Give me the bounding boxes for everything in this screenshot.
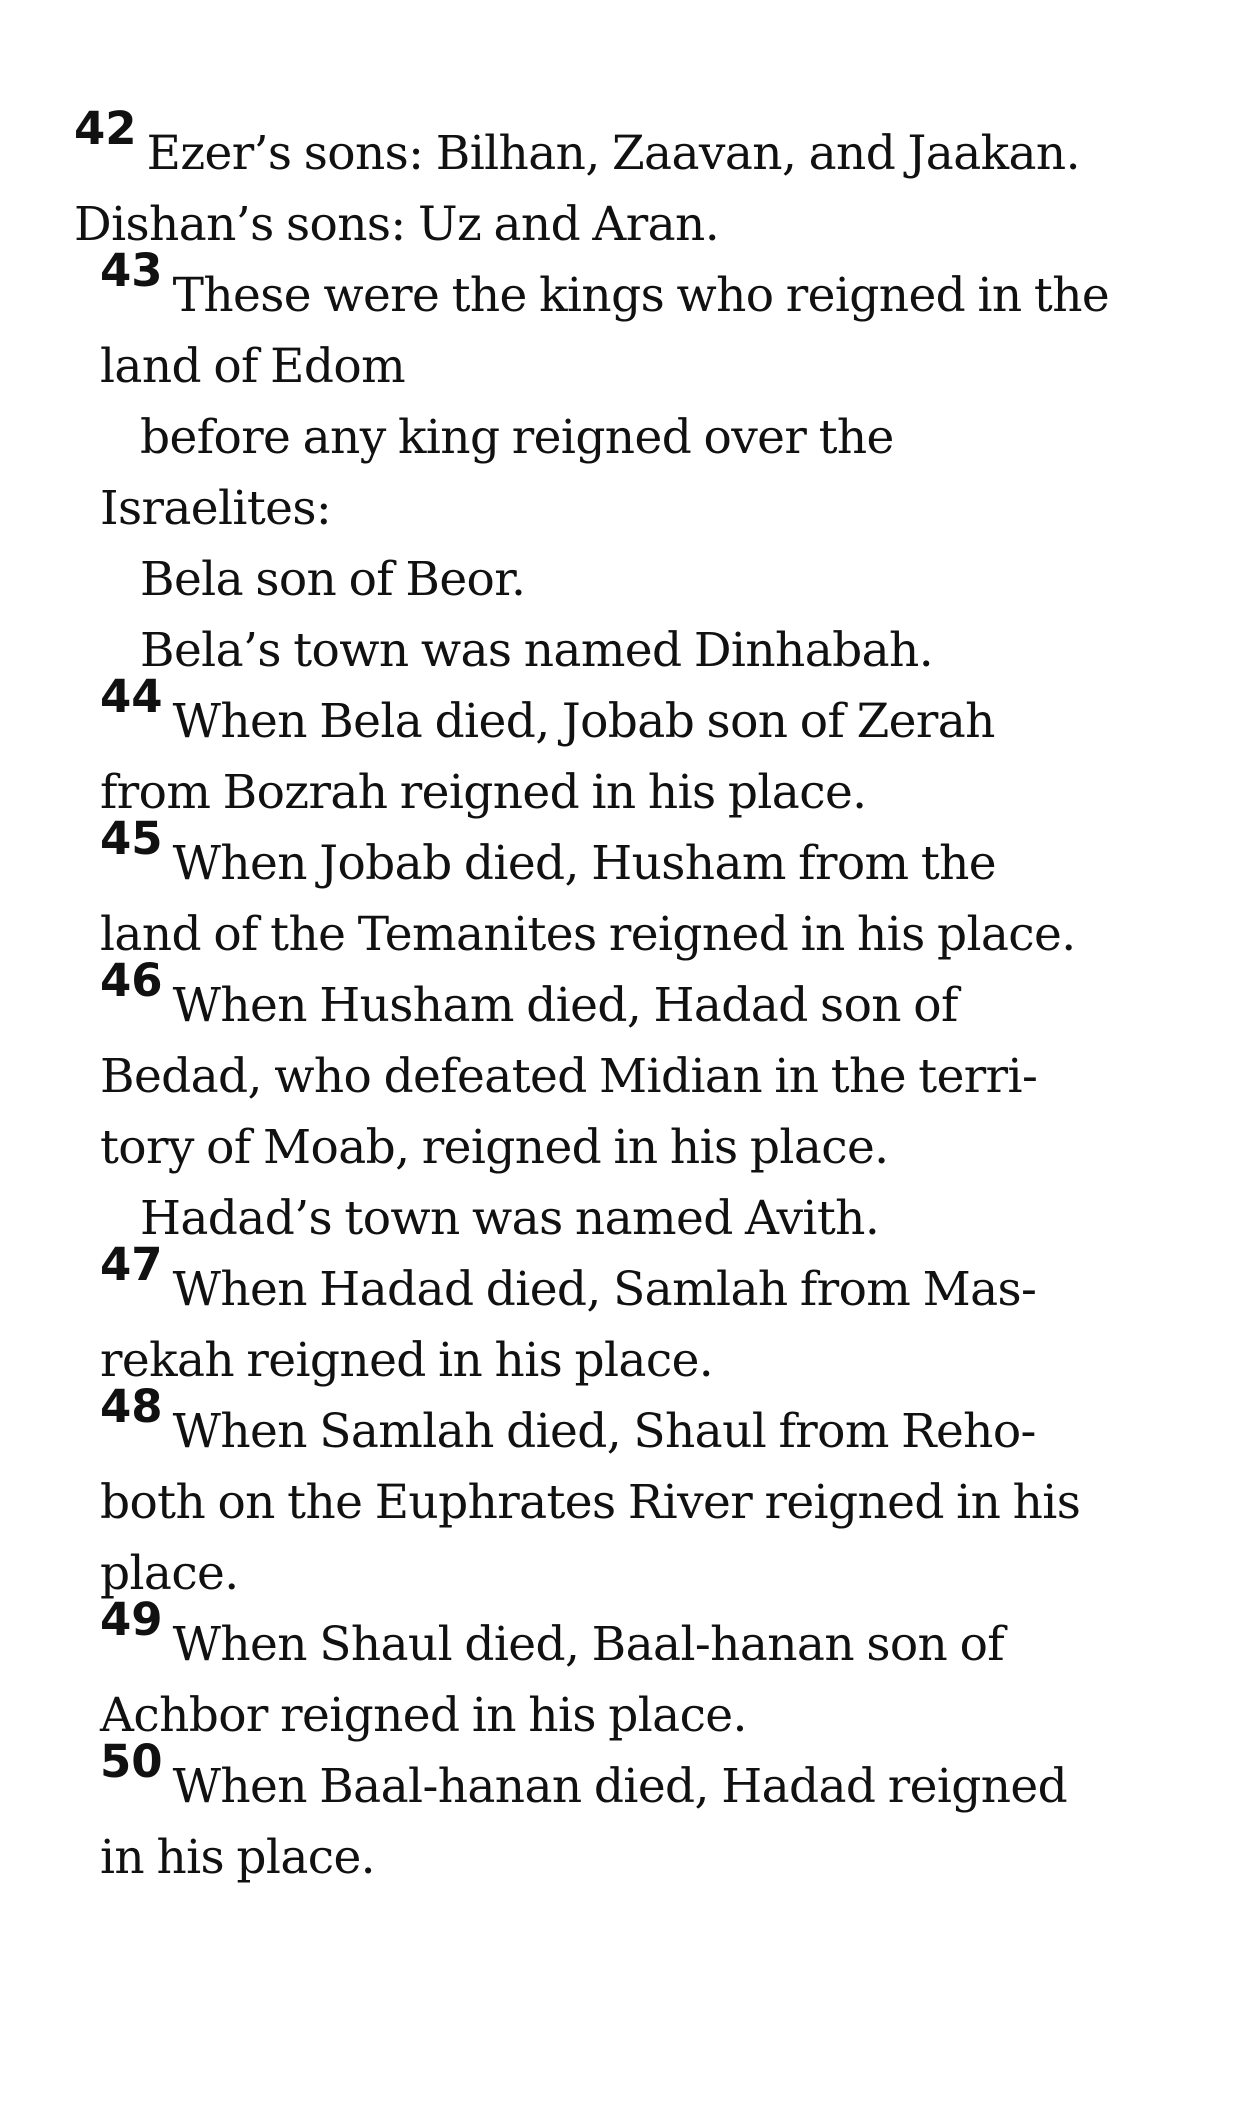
verse-line: tory of Moab, reigned in his place. xyxy=(100,1120,889,1175)
verse-48 xyxy=(74,1380,1202,1609)
verse-text: These were the kings who reigned in the xyxy=(172,268,1110,323)
verse-line: Hadad’s town was named Avith. xyxy=(140,1191,880,1246)
verse-text: When Jobab died, Husham from the xyxy=(172,836,997,891)
verse-text: When Baal-hanan died, Hadad reigned xyxy=(172,1759,1068,1814)
verse-line: in his place. xyxy=(100,1830,376,1885)
verse-line: both on the Euphrates River reigned in his xyxy=(100,1475,1081,1530)
verse-42 xyxy=(74,102,1202,260)
verse-44 xyxy=(74,670,1202,828)
verse-line xyxy=(100,1593,1202,1680)
verse-49 xyxy=(74,1593,1202,1751)
verse-number: 50 xyxy=(100,1735,163,1789)
verse-number: 49 xyxy=(100,1593,163,1647)
verse-number: 44 xyxy=(100,670,163,724)
verse-text: When Husham died, Hadad son of xyxy=(172,978,958,1033)
verse-line: Bela son of Beor. xyxy=(140,552,526,607)
verse-line: place. xyxy=(100,1546,239,1601)
verse-text: Ezer’s sons: Bilhan, Zaavan, and Jaakan. xyxy=(146,126,1080,181)
verse-line: Israelites: xyxy=(100,481,332,536)
verse-line xyxy=(100,954,1202,1041)
verse-number: 45 xyxy=(100,812,163,866)
verse-number: 47 xyxy=(100,1238,163,1292)
verse-line: Bedad, who defeated Midian in the terri- xyxy=(100,1049,1038,1104)
verse-line: land of Edom xyxy=(100,339,406,394)
verse-45 xyxy=(74,812,1202,970)
verse-line: Dishan’s sons: Uz and Aran. xyxy=(74,197,720,252)
verse-line: from Bozrah reigned in his place. xyxy=(100,765,867,820)
verse-line: before any king reigned over the xyxy=(140,410,894,465)
verse-number: 46 xyxy=(100,954,163,1008)
verse-line xyxy=(100,1380,1202,1467)
verse-line xyxy=(100,812,1202,899)
verse-line: Bela’s town was named Dinhabah. xyxy=(140,623,934,678)
verse-number: 42 xyxy=(74,102,137,156)
verse-line: land of the Temanites reigned in his place. xyxy=(100,907,1076,962)
verse-line xyxy=(100,1238,1202,1325)
verse-line xyxy=(100,244,1202,331)
verse-number: 43 xyxy=(100,244,163,298)
verse-text: When Samlah died, Shaul from Reho- xyxy=(172,1404,1036,1459)
verse-line xyxy=(100,670,1202,757)
verse-number: 48 xyxy=(100,1380,163,1434)
verse-50 xyxy=(74,1735,1202,1893)
verse-text: When Shaul died, Baal-hanan son of xyxy=(172,1617,1005,1672)
verse-line: rekah reigned in his place. xyxy=(100,1333,714,1388)
scripture-text xyxy=(74,102,1202,1893)
verse-47 xyxy=(74,1238,1202,1396)
verse-text: When Hadad died, Samlah from Mas- xyxy=(172,1262,1037,1317)
verse-line xyxy=(100,1735,1202,1822)
verse-text: When Bela died, Jobab son of Zerah xyxy=(172,694,995,749)
verse-43 xyxy=(74,244,1202,686)
verse-46 xyxy=(74,954,1202,1254)
verse-line xyxy=(74,102,1202,189)
verse-line: Achbor reigned in his place. xyxy=(100,1688,747,1743)
